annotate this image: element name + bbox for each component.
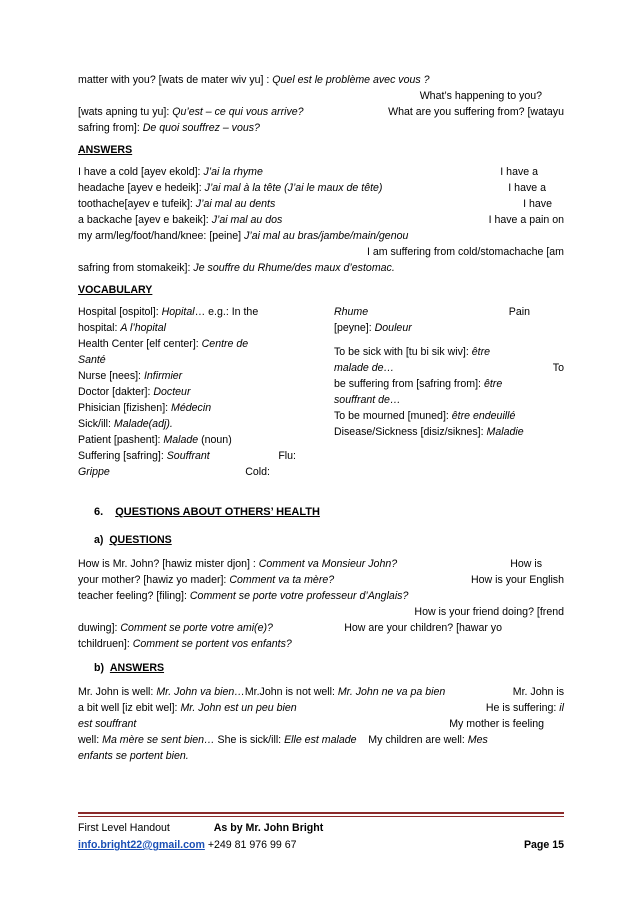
- questions-subheading: a) QUESTIONS: [94, 534, 172, 546]
- question-line-1: How is Mr. John? [hawiz mister djon] : Comment va Monsieur John? How is: [78, 558, 542, 570]
- footer-line-2: [78, 837, 564, 854]
- answers-subheading: b) ANSWERS: [94, 662, 165, 674]
- answer-line-3: toothache[ayev e tufeik]: J’ai mal au dents I have: [78, 198, 552, 210]
- answer-line-1: I have a cold [ayev ekold]: J’ai la rhyme I have a: [78, 166, 538, 178]
- vocabulary-heading: VOCABULARY: [78, 284, 153, 296]
- question-line-4: How is your friend doing? [frend: [414, 606, 564, 618]
- vocab-left-6: Phisician [fizishen]: Médecin: [78, 402, 212, 414]
- answer-line-6: I am suffering from cold/stomachache [am: [366, 246, 564, 258]
- vocab-left-2: Health Center [elf center]: Centre de: [78, 338, 249, 350]
- vocabulary-right-column: [334, 304, 564, 480]
- intro-line-4: safring from]: De quoi souffrez – vous?: [78, 122, 260, 134]
- vocab-right-sick-1: To be sick with [tu bi sik wiv]: être: [334, 346, 491, 358]
- question-line-5: duwing]: Comment se porte votre ami(e)? How are your children? [hawar yo: [78, 622, 502, 634]
- answer-b-line-5: enfants se portent bien.: [78, 750, 189, 762]
- vocab-right-suffer-1: be suffering from [safring from]: être: [334, 378, 503, 390]
- answers-heading: ANSWERS: [78, 144, 133, 156]
- footer-handout-label: First Level Handout: [78, 822, 170, 834]
- intro-line-3: [wats apning tu yu]: Qu’est – ce qui vous arrive? What are you suffering from? [watayu: [78, 106, 564, 118]
- vocab-left-1: hospital: A l’hopital: [78, 322, 166, 334]
- section-6-heading: 6. QUESTIONS ABOUT OTHERS’ HEALTH: [94, 506, 320, 518]
- document-body: [78, 72, 564, 764]
- vocab-right-disease: Disease/Sickness [disiz/siknes]: Maladie: [334, 426, 524, 438]
- footer-page-number: Page 15: [523, 839, 564, 851]
- vocab-right-suffer-2: souffrant de…: [334, 394, 401, 406]
- intro-line-2: What’s happening to you?: [419, 90, 542, 102]
- vocab-right-mourn: To be mourned [muned]: être endeuillé: [334, 410, 516, 422]
- footer-rule-thin: [78, 816, 564, 817]
- vocab-right-rhume: Rhume Pain: [334, 306, 530, 318]
- answer-line-2: headache [ayev e hedeik]: J’ai mal à la tête (J’ai le maux de tête) I have a: [78, 182, 546, 194]
- question-line-6: tchildruen]: Comment se portent vos enfants?: [78, 638, 292, 650]
- vocabulary-columns: [78, 304, 564, 480]
- answer-line-5: my arm/leg/foot/hand/knee: [peine] J’ai mal au bras/jambe/main/genou: [78, 230, 409, 242]
- vocab-left-0: Hospital [ospitol]: Hopital… e.g.: In the: [78, 306, 259, 318]
- vocab-right-sick-2: malade de… To: [334, 362, 564, 374]
- question-line-3: teacher feeling? [filing]: Comment se porte votre professeur d’Anglais?: [78, 590, 409, 602]
- footer-line-1: [78, 820, 564, 837]
- footer-rule-thick: [78, 812, 564, 814]
- vocab-left-suffering: Suffering [safring]: Souffrant Flu:: [78, 450, 296, 462]
- footer-author: As by Mr. John Bright: [213, 822, 324, 834]
- vocab-left-grippe: Grippe Cold:: [78, 466, 270, 478]
- question-line-2: your mother? [hawiz yo mader]: Comment va ta mère? How is your English: [78, 574, 564, 586]
- vocab-left-3: Santé: [78, 354, 106, 366]
- footer-phone: +249 81 976 99 67: [204, 839, 297, 851]
- footer-email-link[interactable]: info.bright22@gmail.com: [78, 839, 205, 851]
- vocab-left-4: Nurse [nees]: Infirmier: [78, 370, 183, 382]
- answer-b-line-3: est souffrant My mother is feeling: [78, 718, 544, 730]
- intro-line-1: matter with you? [wats de mater wiv yu] : Quel est le problème avec vous ?: [78, 74, 430, 86]
- vocab-left-5: Doctor [dakter]: Docteur: [78, 386, 191, 398]
- answer-b-line-2: a bit well [iz ebit wel]: Mr. John est un peu bien He is suffering: il: [78, 702, 564, 714]
- vocab-left-7: Sick/ill: Malade(adj).: [78, 418, 173, 430]
- vocabulary-left-column: [78, 304, 296, 480]
- answer-line-4: a backache [ayev e bakeik]: J’ai mal au dos I have a pain on: [78, 214, 564, 226]
- page-footer: [78, 820, 564, 854]
- vocab-right-peyne: [peyne]: Douleur: [334, 322, 412, 334]
- answer-b-line-1: Mr. John is well: Mr. John va bien…Mr.John is not well: Mr. John ne va pa bien Mr. John is: [78, 686, 564, 698]
- vocab-left-8: Patient [pashent]: Malade (noun): [78, 434, 232, 446]
- answer-line-7: safring from stomakeik]: Je souffre du Rhume/des maux d’estomac.: [78, 262, 395, 274]
- answer-b-line-4: well: Ma mère se sent bien… She is sick/ill: Elle est malade My children are well: Mes: [78, 734, 488, 746]
